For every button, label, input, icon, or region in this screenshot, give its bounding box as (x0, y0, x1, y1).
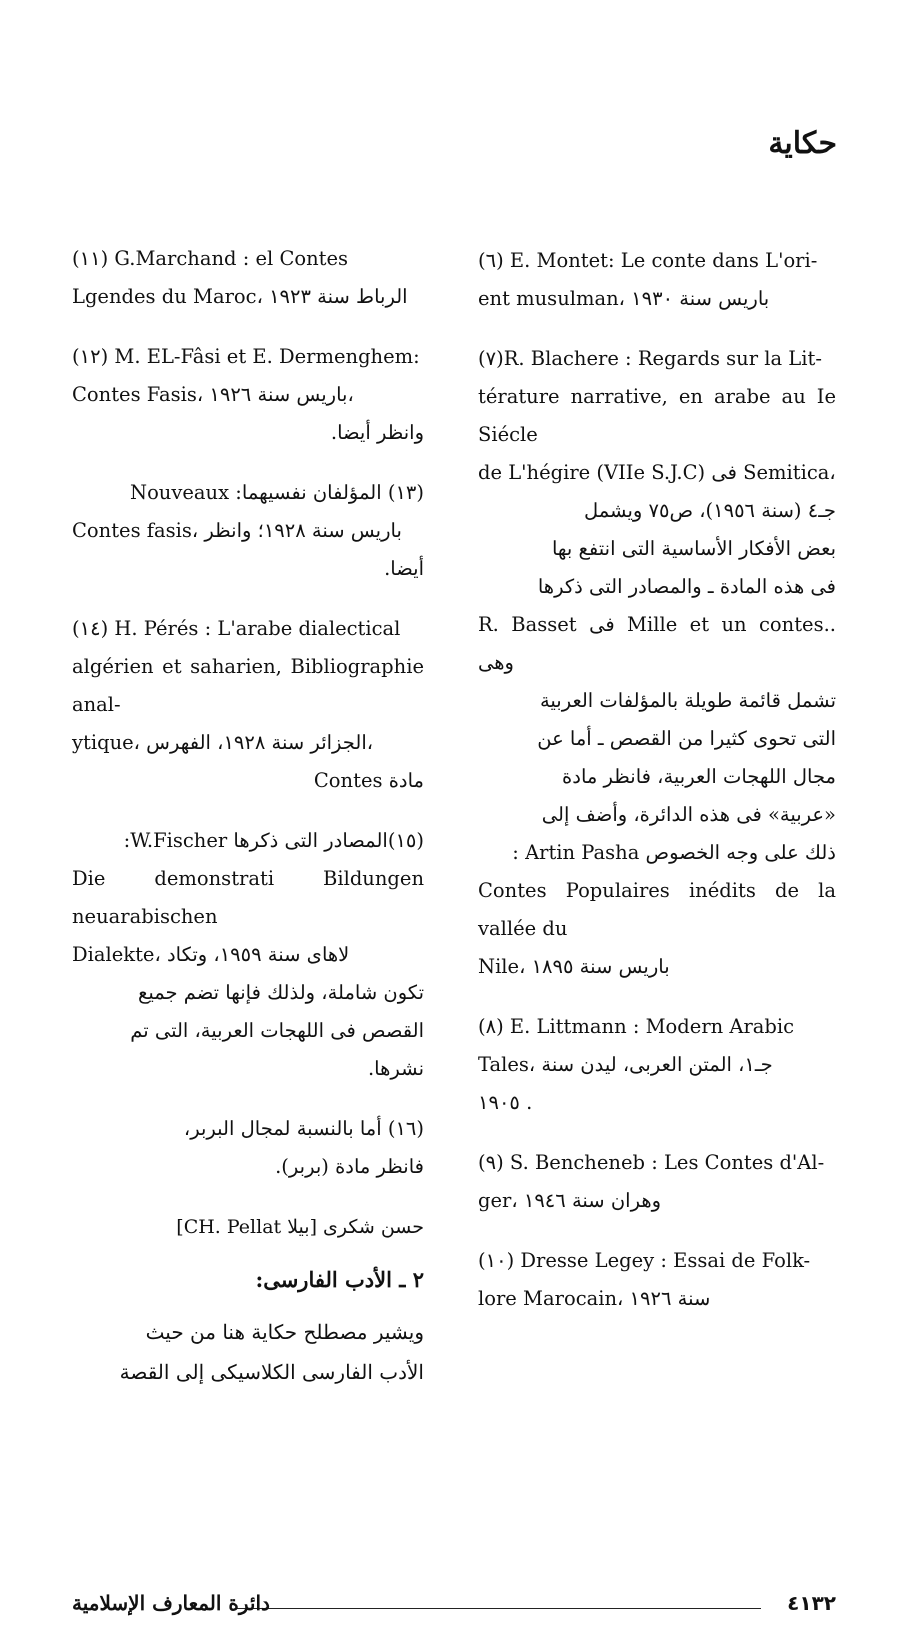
footnote-line: Die demonstrati Bildungen neuarabischen (72, 867, 424, 928)
footnote-14 (72, 610, 424, 800)
footnote-line: Tales، جـ١، المتن العربى، ليدن سنة (478, 1053, 773, 1076)
footnote-line: R. Basset فى Mille et un contes.. وهى (478, 613, 836, 674)
footnote-13 (72, 474, 424, 588)
footnote-16 (72, 1110, 424, 1186)
footnote-line: Contes Fasis، باريس سنة ١٩٢٦، (72, 383, 354, 406)
footnote-line: ent musulman، باريس سنة ١٩٣٠ (478, 287, 770, 310)
footnote-9 (478, 1144, 836, 1220)
footnote-line: Dialekte، لاهاى سنة ١٩٥٩، وتكاد (72, 943, 350, 966)
footnote-line: Contes Populaires inédits de la vallée du (478, 879, 836, 940)
footnote-line: Lgendes du Maroc، الرباط سنة ١٩٢٣ (72, 285, 408, 308)
section-heading: ٢ ـ الأدب الفارسى: (255, 1267, 424, 1292)
footnote-line: نشرها. (367, 1057, 424, 1080)
footnote-line: (١٤) H. Pérés : L'arabe dialectical (72, 617, 401, 640)
footnote-8 (478, 1008, 836, 1122)
footnote-6 (478, 242, 836, 318)
footnote-line: جـ٤ (سنة ١٩٥٦)، ص٧٥ ويشمل (584, 499, 836, 522)
footnote-line: التى تحوى كثيرا من القصص ـ أما عن (537, 727, 836, 750)
footnote-line: فى هذه المادة ـ والمصادر التى ذكرها (537, 575, 836, 598)
footnote-line: térature narrative, en arabe au Ie Siécle (478, 385, 836, 446)
page-header-title: حكاية (768, 126, 837, 161)
footnote-line: (١٦) أما بالنسبة لمجال البربر، (183, 1117, 424, 1140)
footnote-line: Nile، باريس سنة ١٨٩٥ (478, 955, 670, 978)
footnote-line: بعض الأفكار الأساسية التى انتفع بها (551, 537, 836, 560)
page-number: ٤١٣٢ (787, 1591, 836, 1615)
footnote-15 (72, 822, 424, 1088)
footnote-10 (478, 1242, 836, 1318)
footnote-line: القصص فى اللهجات العربية، التى تم (130, 1019, 424, 1042)
section-body (72, 1312, 424, 1392)
footnote-line: (١١) G.Marchand : el Contes (72, 247, 349, 270)
body-line: ويشير مصطلح حكاية هنا من حيث (145, 1320, 424, 1344)
footnote-line: (٩) S. Bencheneb : Les Contes d'Al- (478, 1151, 825, 1174)
footnote-line: ذلك على وجه الخصوص Artin Pasha : (512, 841, 836, 864)
footnote-line: (٧)R. Blachere : Regards sur la Lit- (478, 347, 822, 370)
footnote-line: (١٢) M. EL-Fâsi et E. Dermenghem: (72, 345, 420, 368)
footnote-line: (١٠) Dresse Legey : Essai de Folk- (478, 1249, 811, 1272)
body-line: الأدب الفارسى الكلاسيكى إلى القصة (119, 1360, 424, 1384)
footnote-line: ytique، الجزائر سنة ١٩٢٨، الفهرس، (72, 731, 374, 754)
footnote-line: أيضا. (384, 557, 424, 580)
footnote-line: de L'hégire (VIIe S.J.C) فى Semitica، (478, 461, 836, 484)
footnote-line: مادة Contes (313, 769, 424, 792)
page-footer (72, 1591, 836, 1627)
journal-title: دائرة المعارف الإسلامية (72, 1591, 270, 1615)
footer-rule (237, 1608, 761, 1609)
footnote-line: «عربية» فى هذه الدائرة، وأضف إلى (541, 803, 836, 826)
footnote-line: وانظر أيضا. (330, 421, 424, 444)
footnote-line: algérien et saharien, Bibliographie anal- (72, 655, 424, 716)
footnote-7 (478, 340, 836, 986)
footnote-line: (٨) E. Littmann : Modern Arabic (478, 1015, 795, 1038)
footnote-line: مجال اللهجات العربية، فانظر مادة (562, 765, 836, 788)
footnote-line: تشمل قائمة طويلة بالمؤلفات العربية (539, 689, 836, 712)
footnote-line: (٦) E. Montet: Le conte dans L'ori- (478, 249, 818, 272)
right-column (478, 242, 836, 1340)
footnote-line: lore Marocain، سنة ١٩٢٦ (478, 1287, 711, 1310)
footnote-line: (١٣) المؤلفان نفسيهما: Nouveaux (130, 481, 424, 504)
footnote-line: ger، وهران سنة ١٩٤٦ (478, 1189, 662, 1212)
footnote-11 (72, 240, 424, 316)
author-signature: حسن شكرى [بيلا CH. Pellat] (176, 1216, 424, 1238)
footnote-12 (72, 338, 424, 452)
left-column (72, 240, 424, 1392)
footnote-line: فانظر مادة (بربر). (275, 1155, 424, 1178)
footnote-line: Contes fasis، باريس سنة ١٩٢٨؛ وانظر (72, 519, 402, 542)
footnote-line: تكون شاملة، ولذلك فإنها تضم جميع (137, 981, 424, 1004)
footnote-line: (١٥)المصادر التى ذكرها W.Fischer: (123, 829, 424, 852)
footnote-line: ١٩٠٥ . (478, 1091, 533, 1114)
